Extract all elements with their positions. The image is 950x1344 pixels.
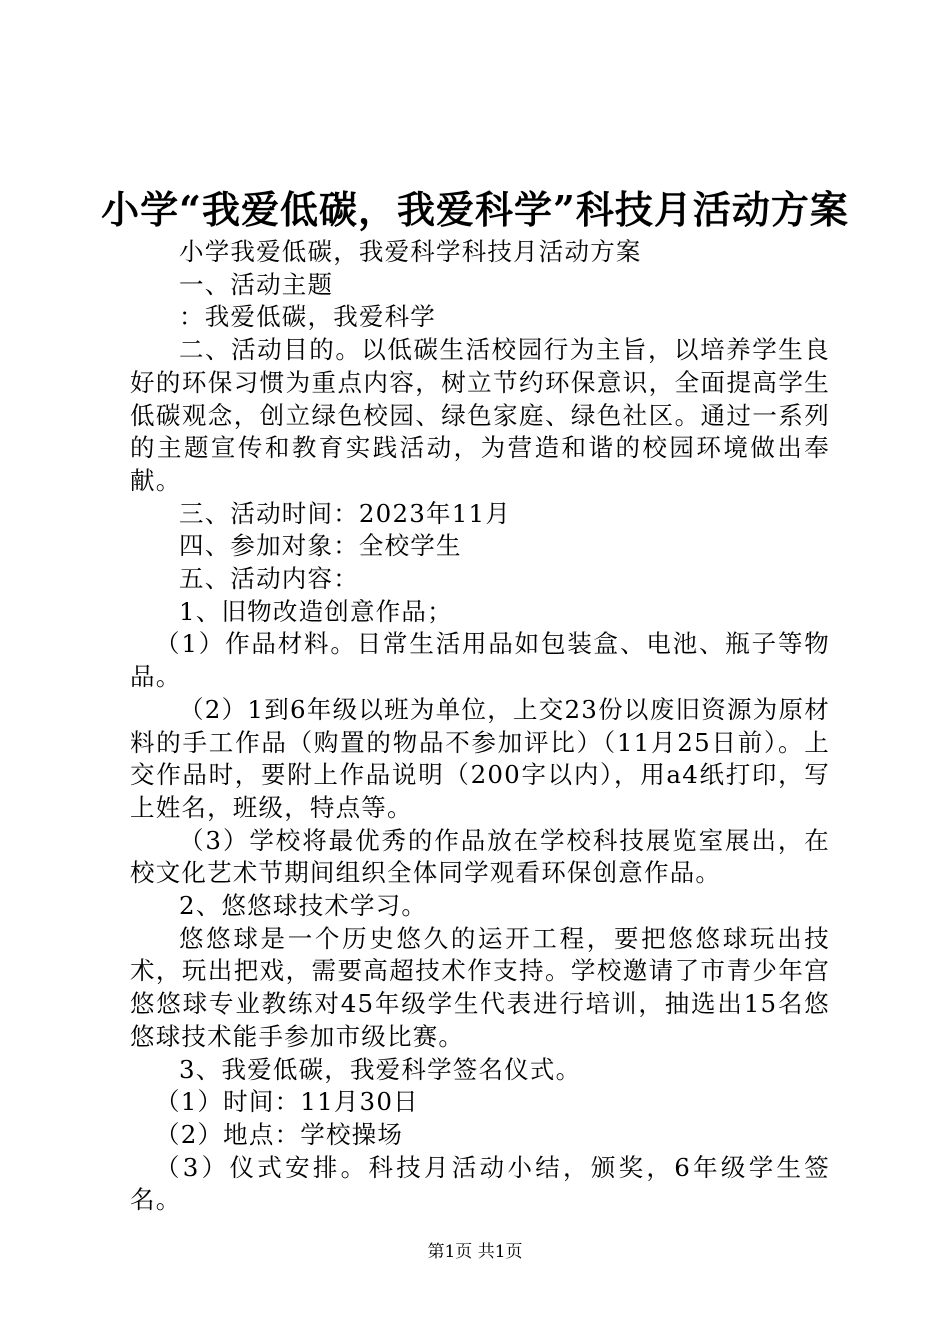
paragraph-item-2-text: 悠悠球是一个历史悠久的运开工程，要把悠悠球玩出技术，玩出把戏，需要高超技术作支持。学校邀请了市青少年宫悠悠球专业教练对45年级学生代表进行培训，抽选出15名悠悠球技术能手参加市级比赛。 (130, 923, 830, 1051)
paragraph-item-3-2: （2）地点：学校操场 (155, 1119, 404, 1149)
paragraph-item-3: 3、我爱低碳，我爱科学签名仪式。 (179, 1054, 582, 1084)
paragraph-purpose: 二、活动目的。以低碳生活校园行为主旨，以培养学生良好的环保习惯为重点内容，树立节约环保意识，全面提高学生低碳观念，创立绿色校园、绿色家庭、绿色社区。通过一系列的主题宣传和教育实践活动，为营造和谐的校园环境做出奉献。 (130, 335, 830, 495)
paragraph-item-1-3: （3）学校将最优秀的作品放在学校科技展览室展出，在校文化艺术节期间组织全体同学观看环保创意作品。 (130, 825, 830, 888)
paragraph-item-1: 1、旧物改造创意作品； (179, 596, 453, 626)
document-body (130, 236, 830, 1217)
paragraph-item-3-3: （3）仪式安排。科技月活动小结，颁奖，6年级学生签名。 (130, 1152, 830, 1215)
document-title: 小学“我爱低碳，我爱科学”科技月活动方案 (101, 187, 849, 232)
page-footer: 第1页 共1页 (427, 1242, 523, 1262)
paragraph-participants: 四、参加对象：全校学生 (179, 531, 462, 561)
paragraph-time: 三、活动时间：2023年11月 (179, 498, 512, 528)
paragraph-item-3-1: （1）时间：11月30日 (155, 1087, 419, 1117)
paragraph-item-1-1: （1）作品材料。日常生活用品如包装盒、电池、瓶子等物品。 (130, 629, 830, 692)
paragraph-section-theme: 一、活动主题 (179, 269, 334, 299)
paragraph-item-2: 2、悠悠球技术学习。 (179, 891, 428, 921)
paragraph-theme-text: ：我爱低碳，我爱科学 (179, 302, 436, 332)
paragraph-section-content: 五、活动内容： (179, 564, 359, 594)
paragraph-item-1-2: （2）1到6年级以班为单位，上交23份以废旧资源为原材料的手工作品（购置的物品不参加评比）（11月25日前）。上交作品时，要附上作品说明（200字以内），用a4纸打印，写上姓名，班级，特点等。 (130, 694, 830, 822)
paragraph-subtitle: 小学我爱低碳，我爱科学科技月活动方案 (179, 237, 642, 266)
